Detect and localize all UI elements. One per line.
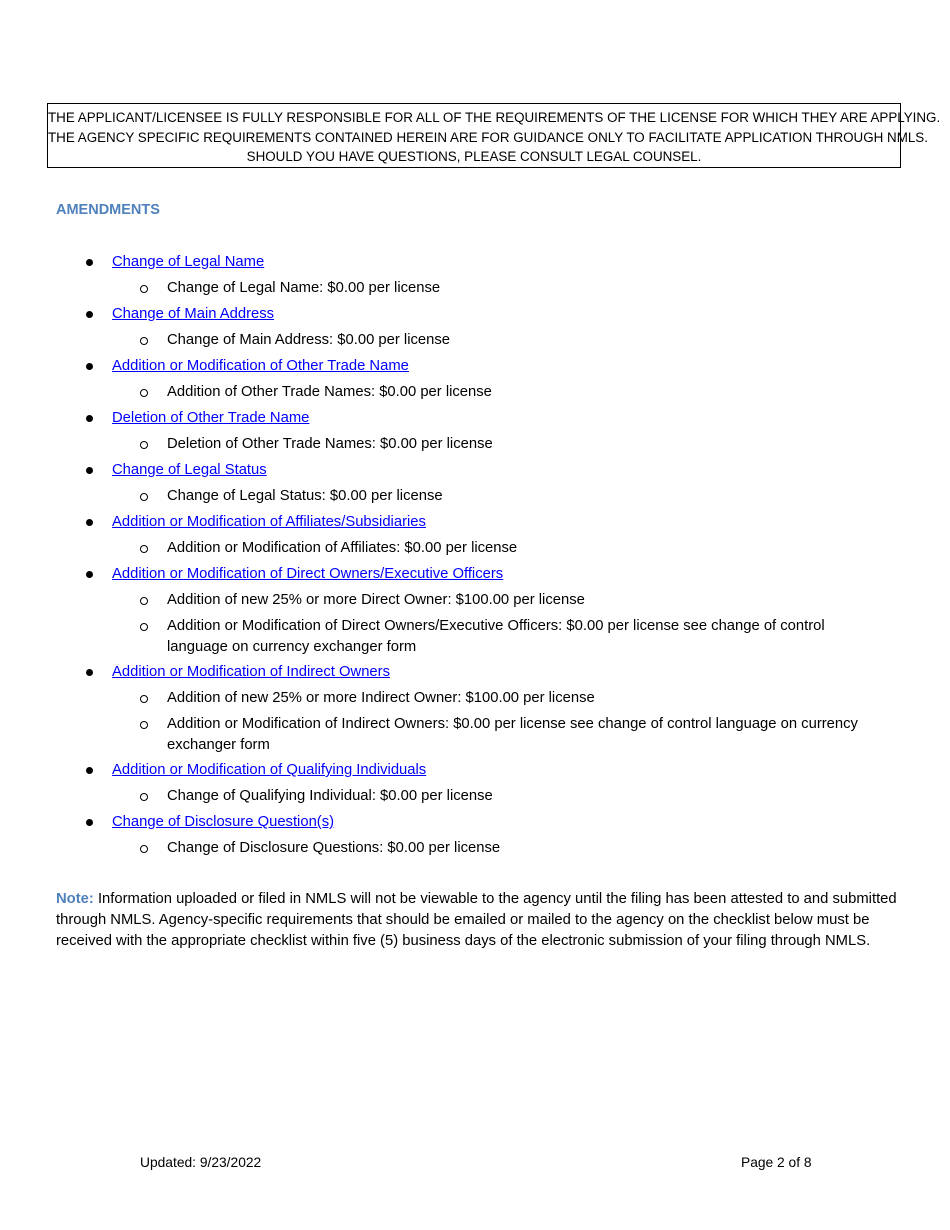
amendment-link[interactable]: Addition or Modification of Direct Owners/Executive Officers	[112, 566, 504, 582]
fee-list	[0, 486, 950, 512]
fee-list	[0, 688, 950, 760]
circle-bullet-icon	[140, 845, 148, 853]
bullet-icon	[86, 767, 93, 774]
amendment-line	[0, 304, 950, 330]
circle-bullet-icon	[140, 721, 148, 729]
amendment-item	[0, 662, 950, 760]
bullet-icon	[86, 415, 93, 422]
circle-bullet-icon	[140, 441, 148, 449]
fee-text: Change of Main Address: $0.00 per license	[167, 332, 450, 348]
note-paragraph	[56, 889, 901, 952]
bullet-icon	[86, 819, 93, 826]
fee-item	[0, 434, 950, 460]
circle-bullet-icon	[140, 285, 148, 293]
amendment-item	[0, 512, 950, 564]
amendment-item	[0, 252, 950, 304]
amendment-line	[0, 252, 950, 278]
amendment-item	[0, 408, 950, 460]
note-label: Note:	[56, 891, 94, 907]
amendment-link[interactable]: Addition or Modification of Other Trade Name	[112, 358, 409, 374]
amendment-item	[0, 356, 950, 408]
fee-item	[0, 838, 950, 864]
amendment-item	[0, 812, 950, 864]
fee-list	[0, 786, 950, 812]
fee-text: Addition of new 25% or more Indirect Owner: $100.00 per license	[167, 690, 595, 706]
amendment-link[interactable]: Change of Main Address	[112, 306, 275, 322]
amendment-link[interactable]: Addition or Modification of Qualifying Individuals	[112, 762, 427, 778]
fee-item	[0, 278, 950, 304]
amendment-link[interactable]: Deletion of Other Trade Name	[112, 410, 310, 426]
bullet-icon	[86, 571, 93, 578]
amendment-line	[0, 760, 950, 786]
bullet-icon	[86, 467, 93, 474]
amendment-link[interactable]: Change of Disclosure Question(s)	[112, 814, 335, 830]
amendment-line	[0, 460, 950, 486]
fee-item	[0, 486, 950, 512]
fee-item	[0, 590, 950, 616]
fee-text: Addition of new 25% or more Direct Owner: $100.00 per license	[167, 592, 585, 608]
amendment-item	[0, 304, 950, 356]
circle-bullet-icon	[140, 623, 148, 631]
fee-text: Change of Legal Name: $0.00 per license	[167, 280, 441, 296]
circle-bullet-icon	[140, 695, 148, 703]
circle-bullet-icon	[140, 337, 148, 345]
fee-text: Deletion of Other Trade Names: $0.00 per license	[167, 436, 493, 452]
circle-bullet-icon	[140, 389, 148, 397]
bullet-icon	[86, 259, 93, 266]
amendment-item	[0, 760, 950, 812]
fee-list	[0, 278, 950, 304]
fee-text: Addition or Modification of Direct Owners/Executive Officers: $0.00 per license see change of control language on currency exchanger form	[167, 618, 825, 655]
amendments-list	[0, 252, 950, 864]
circle-bullet-icon	[140, 493, 148, 501]
amendment-line	[0, 512, 950, 538]
disclaimer-line: SHOULD YOU HAVE QUESTIONS, PLEASE CONSULT LEGAL COUNSEL.	[246, 149, 702, 164]
fee-item	[0, 330, 950, 356]
fee-list	[0, 838, 950, 864]
fee-text: Addition or Modification of Indirect Owners: $0.00 per license see change of control language on currency exchanger form	[167, 716, 858, 753]
bullet-icon	[86, 311, 93, 318]
amendments-heading: AMENDMENTS	[56, 202, 160, 218]
amendment-line	[0, 662, 950, 688]
fee-list	[0, 330, 950, 356]
fee-item	[0, 538, 950, 564]
fee-list	[0, 538, 950, 564]
circle-bullet-icon	[140, 597, 148, 605]
amendment-item	[0, 460, 950, 512]
fee-text: Addition or Modification of Affiliates: $0.00 per license	[167, 540, 518, 556]
circle-bullet-icon	[140, 545, 148, 553]
fee-item	[0, 616, 950, 662]
fee-list	[0, 590, 950, 662]
footer-page-number: Page 2 of 8	[741, 1155, 812, 1170]
disclaimer-line: THE APPLICANT/LICENSEE IS FULLY RESPONSIBLE FOR ALL OF THE REQUIREMENTS OF THE LICENSE FOR WHICH THEY ARE APPLYING.	[48, 110, 941, 125]
bullet-icon	[86, 519, 93, 526]
amendment-link[interactable]: Addition or Modification of Affiliates/Subsidiaries	[112, 514, 426, 530]
amendment-line	[0, 408, 950, 434]
fee-item	[0, 688, 950, 714]
amendment-line	[0, 356, 950, 382]
disclaimer-line: THE AGENCY SPECIFIC REQUIREMENTS CONTAINED HEREIN ARE FOR GUIDANCE ONLY TO FACILITATE APPLICATION THROUGH NMLS.	[48, 129, 928, 145]
amendment-link[interactable]: Change of Legal Status	[112, 462, 267, 478]
amendment-line	[0, 564, 950, 590]
amendment-line	[0, 812, 950, 838]
fee-text: Change of Disclosure Questions: $0.00 per license	[167, 840, 501, 856]
disclaimer-box	[47, 103, 941, 168]
amendment-link[interactable]: Change of Legal Name	[112, 254, 265, 270]
circle-bullet-icon	[140, 793, 148, 801]
footer-updated-date: Updated: 9/23/2022	[140, 1155, 262, 1170]
bullet-icon	[86, 669, 93, 676]
fee-text: Addition of Other Trade Names: $0.00 per license	[167, 384, 492, 400]
fee-text: Change of Legal Status: $0.00 per license	[167, 488, 443, 504]
fee-text: Change of Qualifying Individual: $0.00 per license	[167, 788, 493, 804]
fee-list	[0, 434, 950, 460]
amendment-link[interactable]: Addition or Modification of Indirect Owners	[112, 664, 390, 680]
fee-list	[0, 382, 950, 408]
note-text: Information uploaded or filed in NMLS will not be viewable to the agency until the filing has been attested to and submitted through NMLS. Agency-specific requirements that should be emailed or mailed to the agency on the checklist below must be received with the appropriate checklist within five (5) business days of the electronic submission of your filing through NMLS.	[56, 891, 897, 949]
fee-item	[0, 382, 950, 408]
fee-item	[0, 714, 950, 760]
bullet-icon	[86, 363, 93, 370]
fee-item	[0, 786, 950, 812]
amendment-item	[0, 564, 950, 662]
